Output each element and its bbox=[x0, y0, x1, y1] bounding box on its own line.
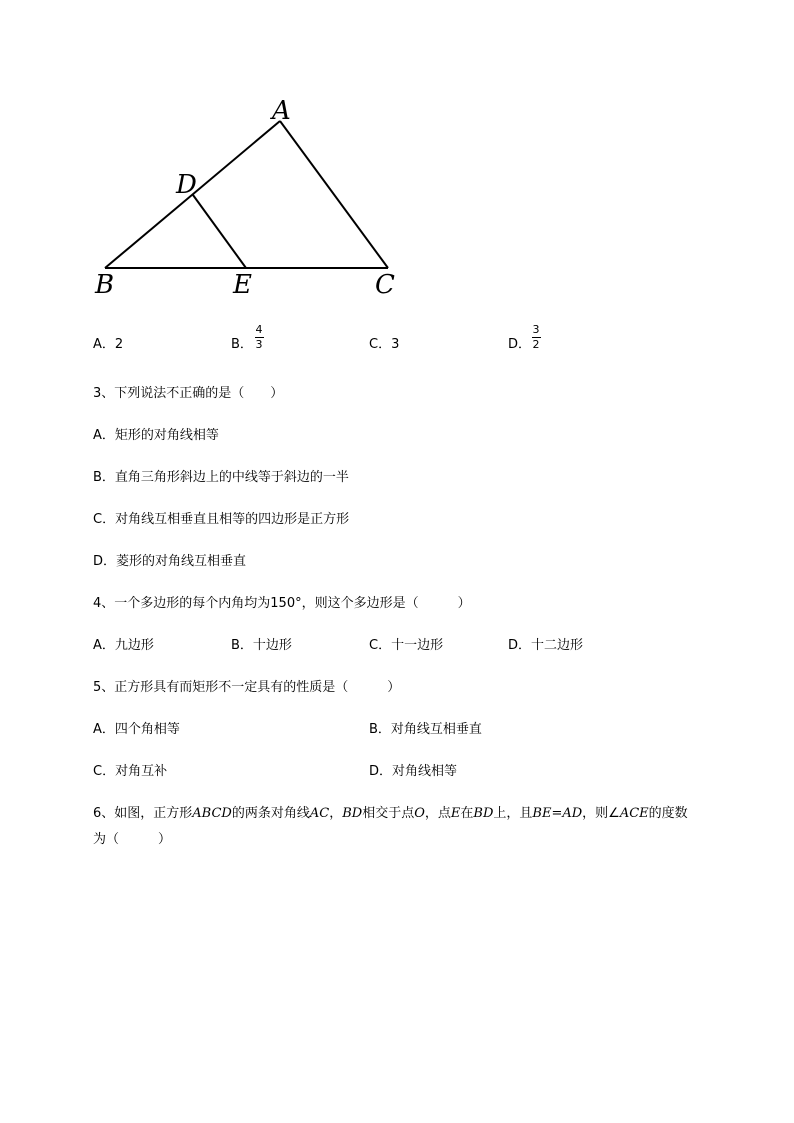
q6-text-5: ，点 bbox=[424, 806, 451, 821]
q2-option-c: C．3 bbox=[369, 337, 400, 352]
q6-text-4: 相交于点 bbox=[362, 806, 415, 821]
segment-de bbox=[193, 195, 246, 268]
q6-abcd: ABCD bbox=[192, 806, 232, 821]
q3-option-c: C．对角线互相垂直且相等的四边形是正方形 bbox=[93, 512, 350, 527]
q2-option-b-fraction bbox=[254, 324, 264, 351]
q6-text-2: 的两条对角线 bbox=[231, 806, 310, 821]
q5-option-c: C．对角互补 bbox=[93, 764, 168, 779]
q2-option-b-prefix: B． bbox=[231, 337, 253, 352]
fraction-denominator: 2 bbox=[532, 338, 540, 351]
q6-text-3: ， bbox=[329, 806, 343, 821]
fraction-denominator: 3 bbox=[255, 338, 263, 351]
triangle-figure bbox=[80, 90, 420, 310]
q6-e: E bbox=[450, 806, 461, 821]
q5-option-a: A．四个角相等 bbox=[93, 722, 180, 737]
fraction-numerator: 3 bbox=[532, 323, 540, 336]
q6-stem-line2: 为（ ） bbox=[93, 832, 172, 847]
q2-option-a: A．2 bbox=[93, 337, 124, 352]
q5-stem: 5、正方形具有而矩形不一定具有的性质是（ ） bbox=[93, 680, 401, 695]
q2-option-d-prefix: D． bbox=[508, 337, 532, 352]
label-b: B bbox=[95, 270, 115, 300]
q6-bd-2: BD bbox=[473, 806, 494, 821]
q6-o: O bbox=[414, 806, 425, 821]
fraction-numerator: 4 bbox=[255, 323, 263, 336]
q6-be-ad: BE=AD bbox=[532, 806, 583, 821]
q6-ac: AC bbox=[309, 806, 330, 821]
label-c: C bbox=[375, 270, 395, 300]
q6-text-8: ，则∠ bbox=[582, 806, 620, 821]
q6-text-6: 在 bbox=[460, 806, 474, 821]
q4-option-b: B．十边形 bbox=[231, 638, 292, 653]
q3-option-a: A．矩形的对角线相等 bbox=[93, 428, 219, 443]
q5-option-b: B．对角线互相垂直 bbox=[369, 722, 482, 737]
label-e: E bbox=[233, 270, 252, 300]
q6-text-7: 上，且 bbox=[493, 806, 533, 821]
q3-stem: 3、下列说法不正确的是（ ） bbox=[93, 386, 284, 401]
q2-option-d-fraction bbox=[531, 324, 541, 351]
segment-ac bbox=[280, 121, 388, 268]
q6-stem-line1 bbox=[93, 802, 688, 821]
q4-option-c: C．十一边形 bbox=[369, 638, 444, 653]
q4-option-d: D．十二边形 bbox=[508, 638, 584, 653]
q4-option-a: A．九边形 bbox=[93, 638, 154, 653]
label-d: D bbox=[176, 170, 197, 200]
q6-text-9: 的度数 bbox=[648, 806, 688, 821]
q6-text-1: 6、如图，正方形 bbox=[93, 806, 193, 821]
q6-ace: ACE bbox=[619, 806, 649, 821]
q3-option-b: B．直角三角形斜边上的中线等于斜边的一半 bbox=[93, 470, 349, 485]
q3-option-d: D．菱形的对角线互相垂直 bbox=[93, 554, 247, 569]
q4-stem: 4、一个多边形的每个内角均为150°，则这个多边形是（ ） bbox=[93, 596, 471, 611]
q6-bd: BD bbox=[342, 806, 363, 821]
q5-option-d: D．对角线相等 bbox=[369, 764, 458, 779]
label-a: A bbox=[272, 96, 291, 126]
